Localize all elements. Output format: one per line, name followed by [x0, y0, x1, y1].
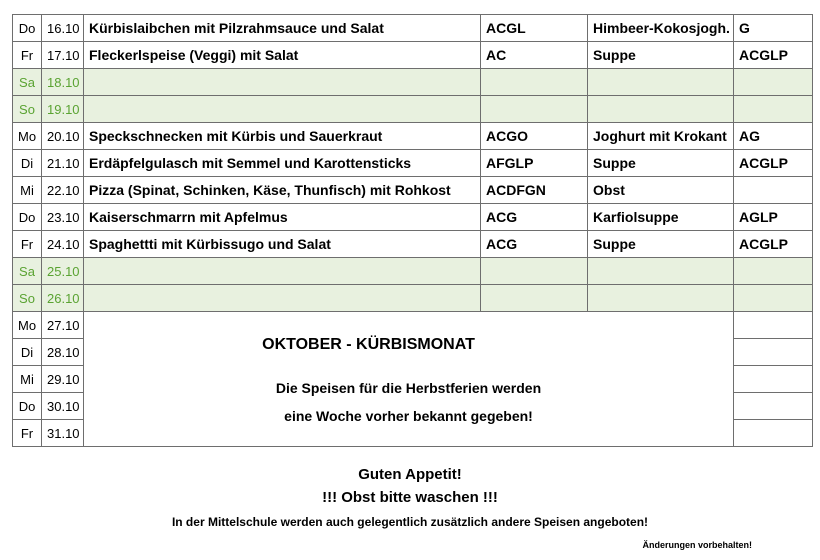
- dessert-allergen-cell: [734, 96, 813, 123]
- allergen-cell: [481, 258, 588, 285]
- day-cell: Di: [13, 150, 42, 177]
- weekend-row: [13, 258, 813, 285]
- date-cell: 26.10: [42, 285, 84, 312]
- dessert-allergen-cell: [734, 258, 813, 285]
- holiday-note-line2: eine Woche vorher bekannt gegeben!: [284, 408, 533, 424]
- menu-row: [13, 204, 813, 231]
- allergen-cell: AC: [481, 42, 588, 69]
- allergen-cell: ACG: [481, 231, 588, 258]
- dish-cell: Fleckerlspeise (Veggi) mit Salat: [84, 42, 481, 69]
- dessert-allergen-cell: [734, 339, 813, 366]
- weekend-row: [13, 96, 813, 123]
- day-cell: So: [13, 285, 42, 312]
- day-cell: Fr: [13, 42, 42, 69]
- day-cell: Fr: [13, 231, 42, 258]
- dessert-cell: Suppe: [588, 231, 734, 258]
- dessert-allergen-cell: AGLP: [734, 204, 813, 231]
- day-cell: Mo: [13, 312, 42, 339]
- date-cell: 20.10: [42, 123, 84, 150]
- allergen-cell: [481, 285, 588, 312]
- dessert-allergen-cell: [734, 285, 813, 312]
- dessert-cell: Joghurt mit Krokant: [588, 123, 734, 150]
- month-theme-title: OKTOBER - KÜRBISMONAT: [262, 336, 475, 353]
- dessert-allergen-cell: ACGLP: [734, 42, 813, 69]
- dessert-allergen-cell: [734, 312, 813, 339]
- allergen-cell: [481, 69, 588, 96]
- dessert-allergen-cell: [734, 420, 813, 447]
- day-cell: Do: [13, 393, 42, 420]
- date-cell: 29.10: [42, 366, 84, 393]
- allergen-cell: ACDFGN: [481, 177, 588, 204]
- holiday-note-line1: Die Speisen für die Herbstferien werden: [275, 380, 542, 396]
- menu-table: [12, 14, 813, 447]
- date-cell: 21.10: [42, 150, 84, 177]
- dish-cell: [84, 96, 481, 123]
- date-cell: 22.10: [42, 177, 84, 204]
- allergen-cell: ACGO: [481, 123, 588, 150]
- dessert-allergen-cell: AG: [734, 123, 813, 150]
- dessert-cell: Obst: [588, 177, 734, 204]
- menu-row: [13, 150, 813, 177]
- dish-cell: Kaiserschmarrn mit Apfelmus: [84, 204, 481, 231]
- day-cell: Mi: [13, 177, 42, 204]
- dish-cell: Erdäpfelgulasch mit Semmel und Karottensticks: [84, 150, 481, 177]
- dessert-allergen-cell: ACGLP: [734, 231, 813, 258]
- date-cell: 24.10: [42, 231, 84, 258]
- day-cell: Sa: [13, 258, 42, 285]
- dish-cell: Pizza (Spinat, Schinken, Käse, Thunfisch) mit Rohkost: [84, 177, 481, 204]
- dessert-cell: [588, 96, 734, 123]
- allergen-cell: ACGL: [481, 15, 588, 42]
- dish-cell: [84, 69, 481, 96]
- menu-row: [13, 177, 813, 204]
- dessert-cell: Suppe: [588, 42, 734, 69]
- dish-cell: Spaghettti mit Kürbissugo und Salat: [84, 231, 481, 258]
- allergen-cell: AFGLP: [481, 150, 588, 177]
- allergen-cell: [481, 96, 588, 123]
- dish-cell: Speckschnecken mit Kürbis und Sauerkraut: [84, 123, 481, 150]
- weekend-row: [13, 285, 813, 312]
- dessert-cell: Karfiolsuppe: [588, 204, 734, 231]
- date-cell: 28.10: [42, 339, 84, 366]
- menu-row: [13, 231, 813, 258]
- dessert-cell: Suppe: [588, 150, 734, 177]
- dessert-cell: [588, 258, 734, 285]
- dish-cell: [84, 285, 481, 312]
- menu-row: [13, 42, 813, 69]
- day-cell: Mo: [13, 123, 42, 150]
- closing-greeting: Guten Appetit!: [358, 466, 462, 483]
- day-cell: Mi: [13, 366, 42, 393]
- weekend-row: [13, 69, 813, 96]
- allergen-cell: ACG: [481, 204, 588, 231]
- wash-fruit-note: !!! Obst bitte waschen !!!: [322, 489, 498, 506]
- date-cell: 18.10: [42, 69, 84, 96]
- dessert-cell: [588, 69, 734, 96]
- dessert-cell: Himbeer-Kokosjogh.: [588, 15, 734, 42]
- date-cell: 25.10: [42, 258, 84, 285]
- dessert-allergen-cell: G: [734, 15, 813, 42]
- date-cell: 23.10: [42, 204, 84, 231]
- dessert-cell: [588, 285, 734, 312]
- menu-row: [13, 123, 813, 150]
- day-cell: Di: [13, 339, 42, 366]
- date-cell: 27.10: [42, 312, 84, 339]
- dish-cell: [84, 258, 481, 285]
- dessert-allergen-cell: [734, 69, 813, 96]
- dessert-allergen-cell: ACGLP: [734, 150, 813, 177]
- disclaimer: Änderungen vorbehalten!: [642, 540, 752, 550]
- date-cell: 17.10: [42, 42, 84, 69]
- date-cell: 19.10: [42, 96, 84, 123]
- date-cell: 31.10: [42, 420, 84, 447]
- date-cell: 30.10: [42, 393, 84, 420]
- dessert-allergen-cell: [734, 393, 813, 420]
- day-cell: Do: [13, 204, 42, 231]
- menu-row: [13, 15, 813, 42]
- dessert-allergen-cell: [734, 366, 813, 393]
- day-cell: Do: [13, 15, 42, 42]
- day-cell: Sa: [13, 69, 42, 96]
- middle-school-note: In der Mittelschule werden auch gelegentlich zusätzlich andere Speisen angeboten!: [171, 515, 649, 529]
- holiday-notice: [84, 312, 734, 447]
- dish-cell: Kürbislaibchen mit Pilzrahmsauce und Salat: [84, 15, 481, 42]
- dessert-allergen-cell: [734, 177, 813, 204]
- date-cell: 16.10: [42, 15, 84, 42]
- holiday-row: [13, 312, 813, 339]
- day-cell: So: [13, 96, 42, 123]
- day-cell: Fr: [13, 420, 42, 447]
